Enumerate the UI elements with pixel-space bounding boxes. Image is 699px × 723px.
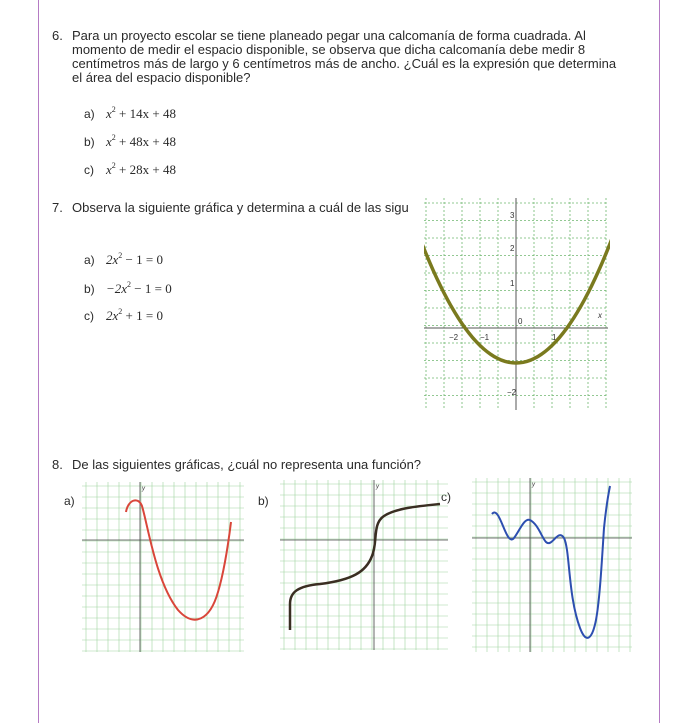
q7-option-b[interactable]: $b) -2x^2 - 1 = 0$ <box>84 280 172 296</box>
question-7-text: Observa la siguiente gráfica y determina a cuál de las sigu <box>72 201 409 215</box>
q6-option-b[interactable]: b) $x^2 + 48x + 48$ <box>84 133 176 149</box>
q8b-curve <box>290 504 440 630</box>
q8-graph-b[interactable] <box>280 480 448 650</box>
q7-parabola-curve <box>424 235 610 363</box>
q7-parabola-graph <box>424 198 610 412</box>
question-6 <box>52 29 652 85</box>
page-border-right <box>659 0 660 723</box>
q6-option-a[interactable]: a) $x^2 + 14x + 48$ <box>84 105 176 121</box>
q7-xtick--2: −2 <box>449 333 459 342</box>
question-6-line-3: centímetros más de largo y 6 centímetros más de ancho. ¿Cuál es la expresión que determina <box>72 56 617 71</box>
question-6-line-1: Para un proyecto escolar se tiene planeado pegar una calcomanía de forma cuadrada. Al <box>72 28 586 43</box>
question-6-number: 6. <box>52 28 63 43</box>
q8-graph-c[interactable] <box>472 478 632 652</box>
q7-xtick-1: 1 <box>552 333 557 342</box>
q8-label-a[interactable]: a) <box>64 494 75 508</box>
q8a-y-label: y <box>142 486 145 492</box>
q8a-curve <box>126 500 231 619</box>
q7-ytick-2: 2 <box>510 244 515 253</box>
q7-ytick-0: 0 <box>518 317 523 326</box>
page-border-left <box>38 0 39 723</box>
question-8 <box>52 458 652 472</box>
question-7-number: 7. <box>52 201 63 215</box>
q8c-curve <box>492 486 610 638</box>
question-7 <box>52 201 432 215</box>
q8-label-b[interactable]: b) <box>258 494 269 508</box>
q7-ytick-3: 3 <box>510 211 515 220</box>
q7-ytick--2: −2 <box>507 388 517 397</box>
q7-xtick--1: −1 <box>480 333 490 342</box>
question-8-text: De las siguientes gráficas, ¿cuál no representa una función? <box>72 457 422 472</box>
question-6-line-2: momento de medir el espacio disponible, se observa que dicha calcomanía debe medir 8 <box>72 42 586 57</box>
q7-ytick-1: 1 <box>510 279 515 288</box>
q8-graph-a[interactable] <box>82 482 244 652</box>
question-8-number: 8. <box>52 457 63 472</box>
q8b-y-label: y <box>376 484 379 490</box>
q8c-y-label: y <box>532 482 535 488</box>
q8-label-c[interactable]: c) <box>441 490 451 504</box>
q6-option-c[interactable]: c) $x^2 + 28x + 48$ <box>84 161 176 177</box>
q7-option-a[interactable]: a) $2x^2 - 1 = 0$ <box>84 251 163 267</box>
q7-option-c[interactable]: c) $2x^2 + 1 = 0$ <box>84 307 163 323</box>
q7-x-label: x <box>598 311 602 320</box>
question-6-line-4: el área del espacio disponible? <box>72 70 251 85</box>
